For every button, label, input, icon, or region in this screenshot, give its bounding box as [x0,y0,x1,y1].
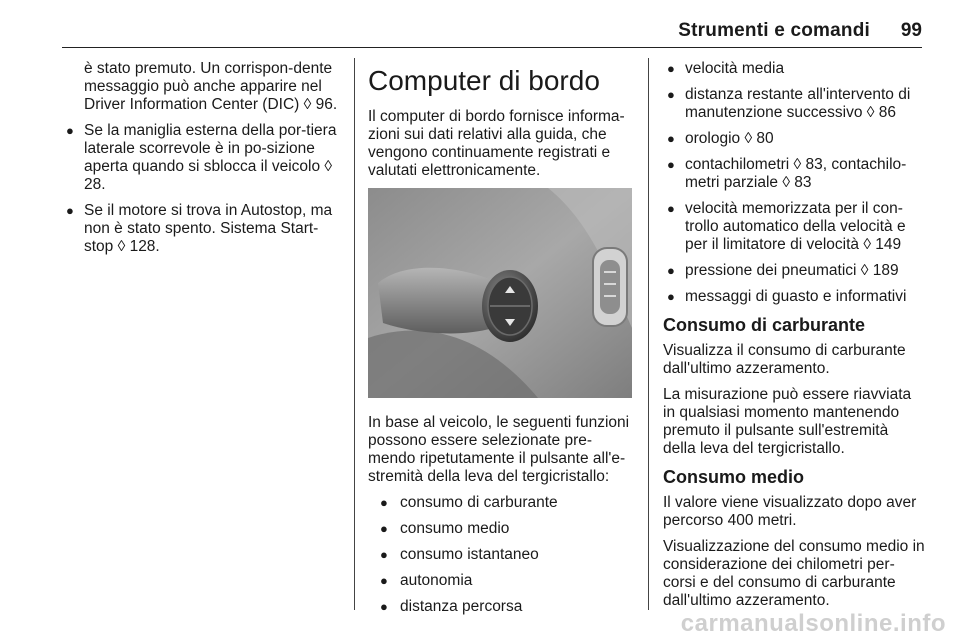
watermark: carmanualsonline.info [680,610,946,637]
list-item: ● contachilometri ◊ 83, contachilo-metri parziale ◊ 83 [663,156,925,192]
column-1 [62,60,344,264]
paragraph: Il valore viene visualizzato dopo aver percorso 400 metri. [663,494,917,529]
list-item: ● distanza percorsa [368,598,634,616]
bullet-list-functions [368,494,634,616]
bullet-list-1 [62,122,344,256]
intro-paragraph: Il computer di bordo fornisce informa-zioni sui dati relativi alla guida, che vengono continuamente registrati e valutati elettronicamente. [368,108,625,179]
column-divider-2 [648,58,649,610]
list-item: ● velocità media [663,60,925,78]
column-2 [368,60,634,624]
list-item: ● consumo istantaneo [368,546,634,564]
paragraph: Visualizza il consumo di carburante dall'ultimo azzeramento. [663,342,906,377]
column-3 [663,60,925,618]
page-header [62,0,922,48]
list-item: ● consumo medio [368,520,634,538]
section-title: Strumenti e comandi [678,20,870,41]
column-divider-1 [354,58,355,610]
list-item: ● distanza restante all'intervento di manutenzione successivo ◊ 86 [663,86,925,122]
subheading-average-consumption: Consumo medio [663,467,805,487]
wiper-lever-illustration [368,188,632,398]
header-rule [62,47,922,48]
wiper-lever-photo [368,188,632,398]
continued-text: è stato premuto. Un corrispon-dente messaggio può anche apparire nel Driver Information Center (DIC) ◊ 96. [84,60,338,113]
list-item: ● orologio ◊ 80 [663,130,925,148]
list-item: ● velocità memorizzata per il con-trollo automatico della velocità e per il limitatore di velocità ◊ 149 [663,200,925,254]
list-item: ● consumo di carburante [368,494,634,512]
paragraph: La misurazione può essere riavviata in qualsiasi momento mantenendo premuto il pulsante sull'estremità della leva del tergicristallo. [663,386,912,457]
functions-paragraph: In base al veicolo, le seguenti funzioni possono essere selezionate pre-mendo ripetutamente il pulsante all'e-stremità della leva del tergicristallo: [368,414,630,485]
list-item: ● pressione dei pneumatici ◊ 189 [663,262,925,280]
list-item: ● Se il motore si trova in Autostop, ma non è stato spento. Sistema Start-stop ◊ 128. [62,202,344,256]
list-item: ● messaggi di guasto e informativi [663,288,925,306]
subheading-fuel-consumption: Consumo di carburante [663,315,866,335]
paragraph: Visualizzazione del consumo medio in considerazione dei chilometri per-corsi e del consumo di carburante dall'ultimo azzeramento. [663,538,925,609]
list-item: ● autonomia [368,572,634,590]
section-heading: Computer di bordo [368,65,600,96]
page-number: 99 [900,20,922,41]
list-item: ● Se la maniglia esterna della por-tiera laterale scorrevole è in po-sizione aperta quando si sblocca il veicolo ◊ 28. [62,122,344,194]
bullet-list-3 [663,60,925,306]
